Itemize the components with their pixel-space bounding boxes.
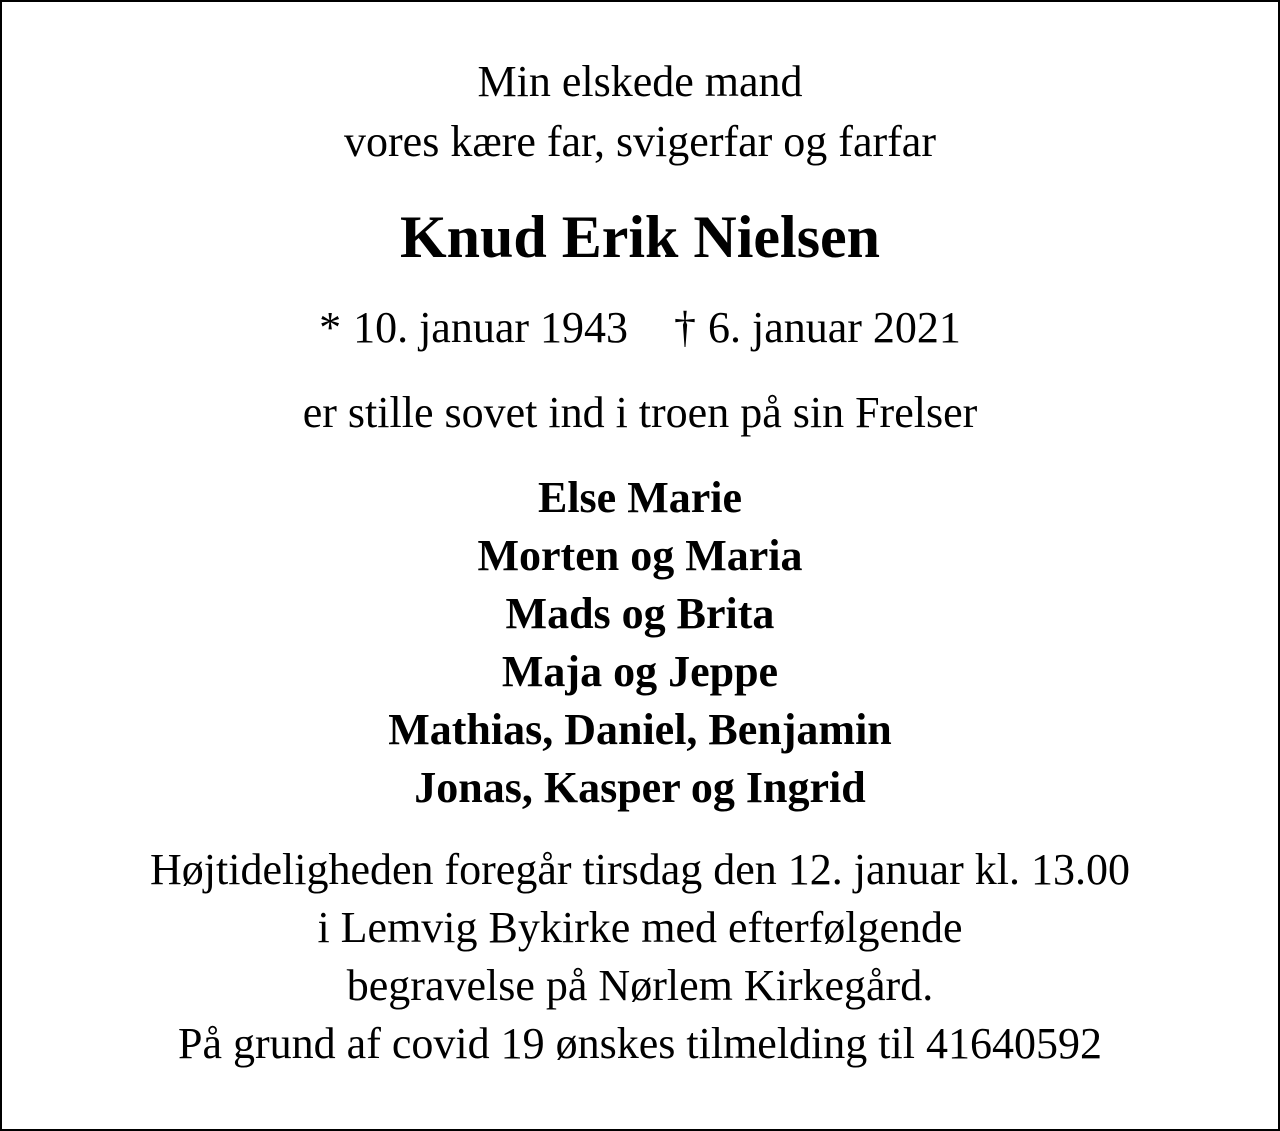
mourner-line: Else Marie bbox=[537, 473, 743, 522]
mourner-line: Maja og Jeppe bbox=[501, 647, 779, 696]
mourners-block bbox=[2, 469, 1278, 817]
mourner-line: Morten og Maria bbox=[477, 531, 803, 580]
intro-block bbox=[2, 2, 1278, 172]
death-dagger-symbol: † bbox=[674, 303, 696, 352]
ceremony-line: Højtideligheden foregår tirsdag den 12. januar kl. 13.00 bbox=[150, 845, 1130, 894]
life-dates bbox=[2, 298, 1278, 358]
intro-line-2: vores kære far, svigerfar og farfar bbox=[344, 117, 936, 166]
mourner-line: Mads og Brita bbox=[505, 589, 775, 638]
ceremony-details-block bbox=[2, 841, 1278, 1073]
death-date-group bbox=[674, 298, 961, 358]
mourner-line: Jonas, Kasper og Ingrid bbox=[414, 763, 866, 812]
memorial-message: er stille sovet ind i troen på sin Frelser bbox=[302, 388, 978, 437]
death-date: 6. januar 2021 bbox=[708, 303, 961, 352]
birth-date: 10. januar 1943 bbox=[353, 303, 628, 352]
mourner-line: Mathias, Daniel, Benjamin bbox=[388, 705, 892, 754]
intro-line-1: Min elskede mand bbox=[477, 57, 803, 106]
deceased-name: Knud Erik Nielsen bbox=[399, 204, 881, 270]
ceremony-line: i Lemvig Bykirke med efterfølgende bbox=[317, 903, 963, 952]
ceremony-line: begravelse på Nørlem Kirkegård. bbox=[346, 961, 934, 1010]
ceremony-line: På grund af covid 19 ønskes tilmelding til 41640592 bbox=[178, 1019, 1102, 1068]
birth-symbol: * bbox=[319, 303, 342, 352]
